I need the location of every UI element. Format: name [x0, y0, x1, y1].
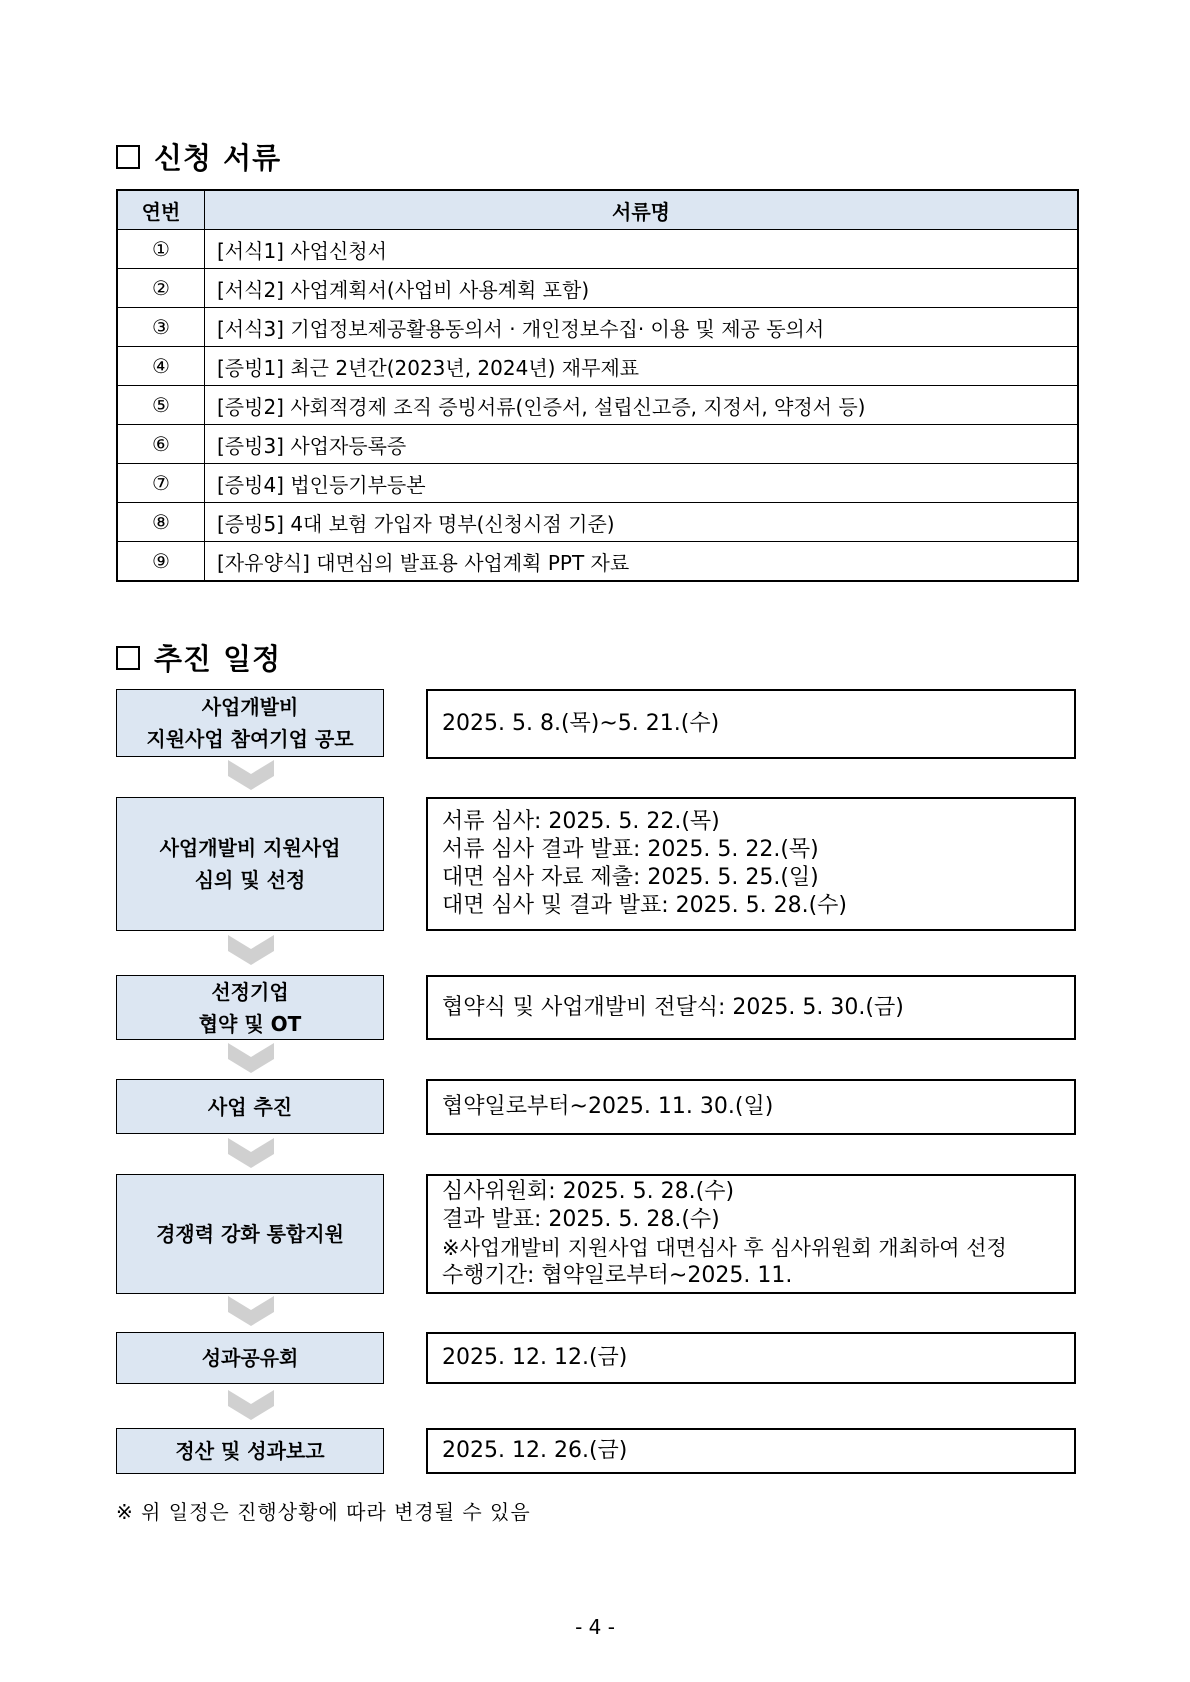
chevron-down-icon: [228, 760, 274, 790]
schedule-step-detail: [426, 689, 1076, 759]
row-num: ⑨: [117, 542, 205, 582]
step-label-line: 사업개발비 지원사업: [159, 836, 341, 860]
step-label-line: 심의 및 선정: [194, 868, 306, 892]
schedule-note: ※ 위 일정은 진행상황에 따라 변경될 수 있음: [116, 1500, 531, 1524]
row-num: ①: [117, 230, 205, 269]
step-label-line: 지원사업 참여기업 공모: [146, 727, 354, 751]
detail-line: 협약식 및 사업개발비 전달식: 2025. 5. 30.(금): [442, 994, 904, 1020]
row-doc-name: [서식2] 사업계획서(사업비 사용계획 포함): [205, 269, 1079, 308]
checkbox-square-icon: [116, 646, 140, 670]
row-doc-name: [서식1] 사업신청서: [205, 230, 1079, 269]
detail-line: 대면 심사 자료 제출: 2025. 5. 25.(일): [442, 865, 819, 890]
table-row: [117, 503, 1078, 542]
detail-line: 서류 심사 결과 발표: 2025. 5. 22.(목): [442, 837, 819, 862]
table-row: [117, 464, 1078, 503]
schedule-step-detail: [426, 1428, 1076, 1474]
table-row: [117, 230, 1078, 269]
schedule-step-label: [116, 1428, 384, 1474]
table-header-row: [117, 190, 1078, 230]
table-row: [117, 347, 1078, 386]
step-label-line: 정산 및 성과보고: [175, 1439, 325, 1463]
detail-line: 심사위원회: 2025. 5. 28.(수): [442, 1179, 735, 1204]
schedule-step-detail: [426, 1079, 1076, 1135]
row-num: ⑤: [117, 386, 205, 425]
chevron-down-icon: [228, 1390, 274, 1420]
table-row: [117, 269, 1078, 308]
row-doc-name: [증빙1] 최근 2년간(2023년, 2024년) 재무제표: [205, 347, 1079, 386]
section-title-text: 추진 일정: [154, 642, 282, 676]
row-doc-name: [증빙5] 4대 보험 가입자 명부(신청시점 기준): [205, 503, 1079, 542]
step-label-line: 사업개발비: [201, 695, 299, 719]
section-title-documents: [116, 136, 281, 177]
detail-line: 2025. 12. 26.(금): [442, 1438, 628, 1463]
detail-line: 결과 발표: 2025. 5. 28.(수): [442, 1207, 720, 1232]
step-label-line: 사업 추진: [207, 1094, 293, 1119]
detail-line: 2025. 12. 12.(금): [442, 1345, 628, 1370]
schedule-step-label: [116, 1174, 384, 1294]
row-num: ③: [117, 308, 205, 347]
chevron-down-icon: [228, 1043, 274, 1073]
page-number: - 4 -: [575, 1615, 615, 1639]
chevron-down-icon: [228, 1296, 274, 1326]
chevron-down-icon: [228, 935, 274, 965]
table-row: [117, 542, 1078, 582]
row-doc-name: [자유양식] 대면심의 발표용 사업계획 PPT 자료: [205, 542, 1079, 582]
chevron-down-icon: [228, 1138, 274, 1168]
schedule-step-label: [116, 1079, 384, 1134]
row-num: ⑧: [117, 503, 205, 542]
section-title-text: 신청 서류: [154, 141, 282, 175]
table-row: [117, 386, 1078, 425]
section-title-schedule: [116, 637, 281, 678]
step-label-line: 경쟁력 강화 통합지원: [156, 1222, 344, 1246]
schedule-step-detail: [426, 1332, 1076, 1384]
row-num: ⑥: [117, 425, 205, 464]
header-num: 연번: [117, 190, 205, 230]
step-label-line: 성과공유회: [201, 1346, 299, 1370]
row-doc-name: [서식3] 기업정보제공활용동의서 · 개인정보수집· 이용 및 제공 동의서: [205, 308, 1079, 347]
table-row: [117, 425, 1078, 464]
schedule-step-detail: [426, 797, 1076, 931]
checkbox-square-icon: [116, 145, 140, 169]
row-doc-name: [증빙2] 사회적경제 조직 증빙서류(인증서, 설립신고증, 지정서, 약정서 등): [205, 386, 1079, 425]
schedule-step-detail: [426, 1174, 1076, 1294]
row-doc-name: [증빙3] 사업자등록증: [205, 425, 1079, 464]
step-label-line: 선정기업: [211, 979, 289, 1004]
row-num: ④: [117, 347, 205, 386]
detail-line: 2025. 5. 8.(목)~5. 21.(수): [442, 711, 720, 736]
schedule-step-label: [116, 797, 384, 931]
schedule-step-detail: [426, 975, 1076, 1040]
table-row: [117, 308, 1078, 347]
documents-table: [116, 189, 1079, 582]
detail-line: 수행기간: 협약일로부터~2025. 11.: [442, 1263, 793, 1288]
schedule-step-label: [116, 975, 384, 1040]
header-doc-name: 서류명: [205, 190, 1079, 230]
step-label-line: 협약 및 OT: [198, 1011, 302, 1036]
schedule-step-label: [116, 689, 384, 757]
schedule-step-label: [116, 1332, 384, 1384]
row-num: ②: [117, 269, 205, 308]
detail-line: ※사업개발비 지원사업 대면심사 후 심사위원회 개최하여 선정: [442, 1236, 1007, 1260]
row-doc-name: [증빙4] 법인등기부등본: [205, 464, 1079, 503]
row-num: ⑦: [117, 464, 205, 503]
detail-line: 대면 심사 및 결과 발표: 2025. 5. 28.(수): [442, 893, 848, 918]
detail-line: 서류 심사: 2025. 5. 22.(목): [442, 809, 720, 834]
detail-line: 협약일로부터~2025. 11. 30.(일): [442, 1094, 774, 1119]
